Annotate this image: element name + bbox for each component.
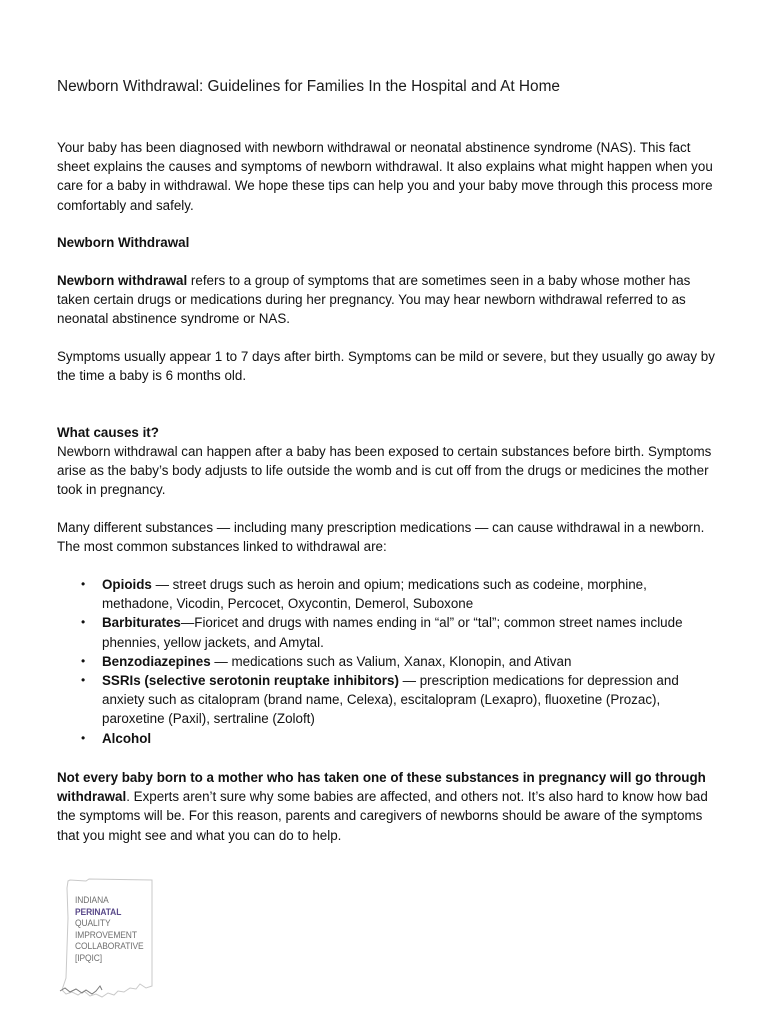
section-heading-newborn-withdrawal: Newborn Withdrawal — [57, 235, 190, 250]
logo-line: [IPQIC] — [75, 952, 103, 964]
section-heading-what-causes-it: What causes it? — [57, 425, 159, 440]
causes-paragraph: Newborn withdrawal can happen after a baby has been exposed to certain substances before birth. Symptoms arise as the baby’s body adjusts to life outside the womb and is cut off from the drugs or medicines the mother took in pregnancy. — [57, 444, 712, 498]
logo-line: IMPROVEMENT — [75, 929, 137, 941]
substance-text: — street drugs such as heroin and opium; medications such as codeine, morphine, methadone, Vicodin, Percocet, Oxycontin, Demerol, Suboxone — [102, 577, 647, 612]
logo-line: INDIANA — [75, 895, 109, 906]
logo-line: QUALITY — [75, 918, 111, 930]
substance-term: Alcohol — [102, 730, 152, 746]
logo-text — [75, 895, 144, 965]
closing-paragraph — [57, 768, 717, 845]
list-item — [57, 575, 717, 613]
substance-term: Barbiturates — [102, 615, 181, 631]
substance-text: —Fioricet and drugs with names ending in “al” or “tal”; common street names include phennies, yellow jackets, and Amytal. — [102, 615, 683, 650]
substance-text: — medications such as Valium, Xanax, Klonopin, and Ativan — [210, 653, 572, 669]
logo-line: COLLABORATIVE — [75, 941, 144, 953]
ipqic-logo — [56, 878, 156, 998]
substance-text: — prescription medications for depression and anxiety such as citalopram (brand name, Celexa), escitalopram (Lexapro), fluoxetine (Prozac), paroxetine (Paxil), sertraline (Zoloft) — [102, 673, 679, 727]
list-item — [57, 671, 717, 729]
list-item — [57, 613, 717, 651]
bullet-icon: • — [81, 615, 86, 630]
closing-text: . Experts aren’t sure why some babies are affected, and others not. It’s also hard to know how bad the symptoms will be. For this reason, parents and caregivers of newborns should be aware of the symptoms that you might see and what you can do to help. — [57, 789, 708, 843]
logo-line-accent: PERINATAL — [75, 906, 122, 918]
page-title: Newborn Withdrawal: Guidelines for Families In the Hospital and At Home — [57, 78, 560, 95]
bullet-icon: • — [81, 730, 86, 745]
substance-term: Benzodiazepines — [102, 653, 211, 669]
list-item — [57, 652, 717, 671]
definition-text: refers to a group of symptoms that are sometimes seen in a baby whose mother has taken certain drugs or medications during her pregnancy. You may hear newborn withdrawal referred to as neonatal abstinence syndrome or NAS. — [57, 273, 691, 327]
closing-bold-text: Not every baby born to a mother who has taken one of these substances in pregnancy will go through withdrawal — [57, 770, 706, 805]
substances-intro-paragraph: Many different substances — including many prescription medications — can cause withdrawal in a newborn. The most common substances linked to withdrawal are: — [57, 520, 705, 555]
definition-paragraph — [57, 271, 717, 329]
bullet-icon: • — [81, 577, 86, 591]
symptoms-paragraph: Symptoms usually appear 1 to 7 days after birth. Symptoms can be mild or severe, but they usually go away by the time a baby is 6 months old. — [57, 349, 715, 384]
intro-paragraph: Your baby has been diagnosed with newborn withdrawal or neonatal abstinence syndrome (NAS). This fact sheet explains the causes and symptoms of newborn withdrawal. It also explains what might happen when you care for a baby in withdrawal. We hope these tips can help you and your baby move through this process more comfortably and safely. — [57, 140, 713, 213]
bullet-icon: • — [81, 673, 86, 688]
bullet-icon: • — [81, 653, 86, 668]
list-item — [57, 729, 717, 748]
substance-term: SSRIs (selective serotonin reuptake inhibitors) — [102, 673, 399, 689]
definition-term: Newborn withdrawal — [57, 273, 188, 288]
substances-list — [57, 575, 717, 748]
substance-term: Opioids — [102, 577, 152, 592]
